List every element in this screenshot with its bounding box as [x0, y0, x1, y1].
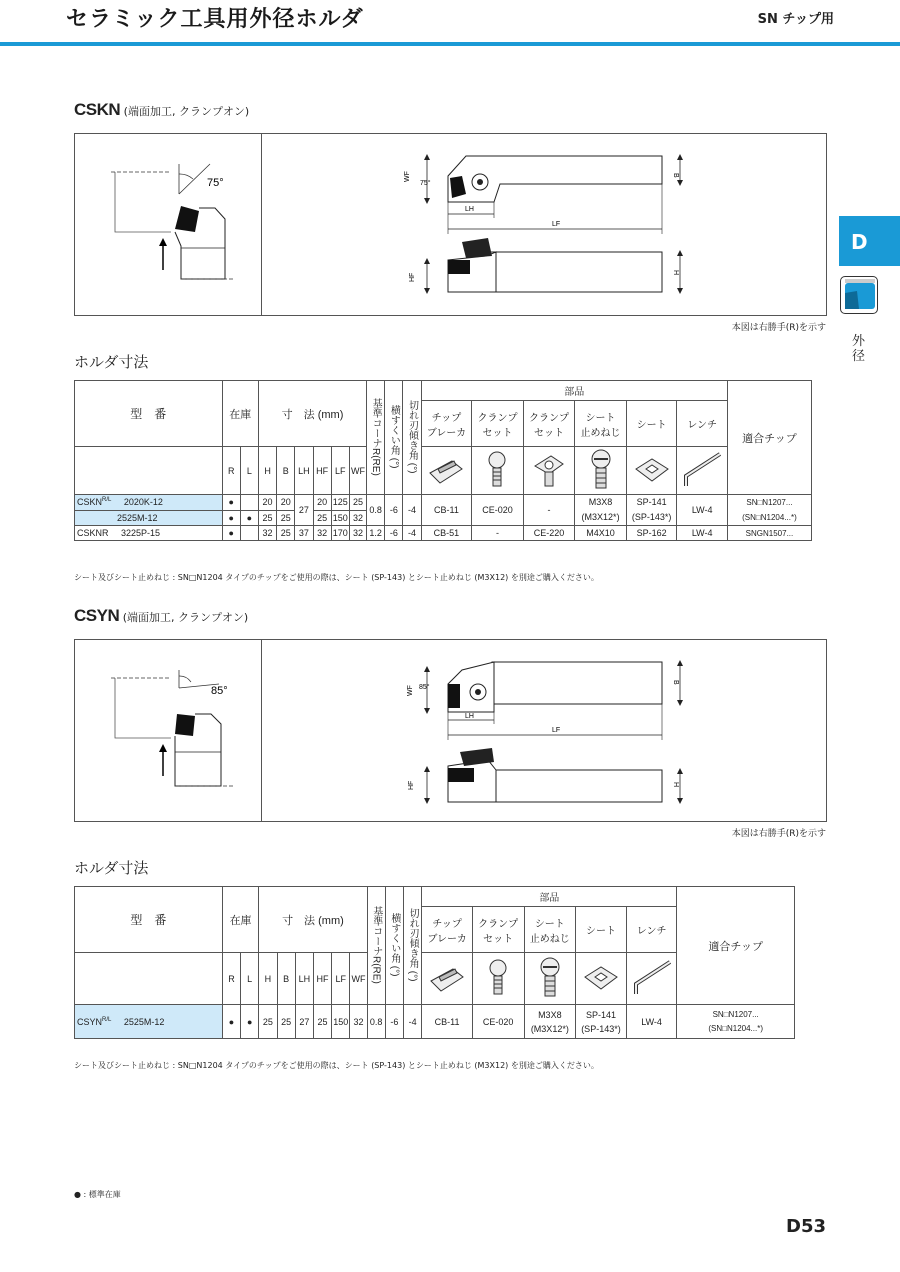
sub-wf: WF — [350, 953, 367, 1005]
cutting-direction-sketch — [75, 134, 261, 317]
svg-text:WF: WF — [407, 685, 414, 696]
seat-icon — [576, 953, 627, 1005]
svg-text:LH: LH — [465, 206, 474, 213]
sub-lf: LF — [332, 953, 350, 1005]
table-row-model: $CSYN^{R/L}$ 2525M-12 — [75, 1005, 223, 1039]
col-dims: 寸 法 (mm) — [259, 887, 367, 953]
section-code: CSYN — [74, 606, 120, 625]
svg-text:H: H — [672, 270, 679, 276]
svg-text:LH: LH — [465, 713, 474, 720]
clamp-set-icon — [472, 953, 524, 1005]
holder-dimension-drawing — [262, 640, 827, 823]
seat-screw-icon — [575, 447, 627, 495]
sub-h: H — [258, 447, 276, 495]
svg-text:HF: HF — [409, 272, 416, 282]
col-model: 型 番 — [75, 887, 223, 953]
parts-header: チップ ブレーカ — [421, 401, 472, 447]
col-rake: 横すくい角 (°) — [388, 404, 400, 469]
svg-text:H: H — [672, 782, 679, 788]
col-re: 基準コーナR(RE) — [370, 905, 382, 984]
svg-text:WF: WF — [404, 171, 411, 182]
page-subtitle: SN チップ用 — [757, 12, 834, 27]
col-chip: 適合チップ — [727, 381, 811, 495]
parts-header: シート — [626, 401, 677, 447]
section-desc: (端面加工, クランプオン) — [123, 105, 250, 118]
table-row-model: $CSKN^{R/L}$ 2020K-12 — [75, 495, 223, 511]
sub-r: R — [222, 953, 240, 1005]
svg-text:85°: 85° — [211, 685, 228, 697]
seat-screw-icon — [524, 953, 576, 1005]
parts-header: クランプ セット — [523, 401, 575, 447]
page-number: D53 — [786, 1216, 826, 1237]
col-stock: 在庫 — [222, 887, 258, 953]
sub-l: L — [240, 447, 258, 495]
footnote: シート及びシート止めねじ : SN□N1204 タイプのチップをご使用の際は、シート (SP-143) とシート止めねじ (M3X12) を別途ご購入ください。 — [74, 573, 599, 582]
parts-header: シート 止めねじ — [575, 401, 627, 447]
sub-wf: WF — [349, 447, 366, 495]
svg-text:LF: LF — [552, 221, 561, 228]
table-row-model: CSKNR 3225P-15 — [75, 526, 223, 541]
clamp-set-icon — [472, 447, 524, 495]
right-hand-note: 本図は右勝手(R)を示す — [731, 323, 826, 333]
page-header — [0, 0, 900, 46]
col-parts: 部品 — [421, 381, 727, 401]
col-incl: 切れ刃傾き角 (°) — [406, 399, 418, 474]
holder-dimensions-title: ホルダ寸法 — [74, 859, 149, 877]
svg-text:HF: HF — [408, 780, 415, 790]
svg-text:75°: 75° — [207, 177, 224, 189]
cutting-direction-sketch — [75, 640, 261, 823]
svg-text:85°: 85° — [419, 684, 430, 691]
col-model: 型 番 — [75, 381, 223, 447]
footnote: シート及びシート止めねじ : SN□N1204 タイプのチップをご使用の際は、シート (SP-143) とシート止めねじ (M3X12) を別途ご購入ください。 — [74, 1061, 599, 1070]
sub-b: B — [277, 953, 295, 1005]
section-heading-cskn — [74, 100, 249, 120]
col-chip: 適合チップ — [677, 887, 795, 1005]
parts-header: シート — [576, 907, 627, 953]
svg-text:B: B — [672, 173, 679, 178]
sub-b: B — [277, 447, 295, 495]
section-desc: (端面加工, クランプオン) — [122, 611, 249, 624]
section-heading-csyn — [74, 606, 248, 626]
svg-text:75°: 75° — [420, 180, 431, 187]
sub-h: H — [259, 953, 277, 1005]
parts-header: チップ ブレーカ — [422, 907, 473, 953]
holder-dimensions-title: ホルダ寸法 — [74, 353, 149, 371]
sub-lf: LF — [331, 447, 349, 495]
chip-breaker-icon — [422, 953, 473, 1005]
parts-header: レンチ — [677, 401, 728, 447]
cskn-spec-table: 型 番 在庫 寸 法 (mm) 基準コーナR(RE) 横すくい角 (°) 切れ刃傾き角 (°) 部品 適合チップ チップ ブレーカ クランプ セット クランプ セット シート 止めねじ シート レンチ R L H B LH HF LF WF $CSKN^{R/L}$ 2020K-12 ● 20 20 27 20 125 25 0.8 -6 -4 CB-11 CE-020 - M3X8 (M3X12*) SP-141 (SP-143*) LW-4 SN□N1207... (SN□N1204...*) 2525M-12 ● ● 25 25 25 150 32 CSKNR 3225P-15 ● 32 25 37 32 170 32 1.2 -6 -4 CB-51 - CE-220 M4X10 SP-162 LW-4 SNGN1507... — [74, 380, 812, 541]
sub-hf: HF — [313, 447, 331, 495]
right-hand-note: 本図は右勝手(R)を示す — [731, 829, 826, 839]
table-row-model: 2525M-12 — [75, 510, 223, 526]
sub-lh: LH — [295, 447, 313, 495]
section-tab[interactable]: D — [839, 216, 900, 266]
parts-header: クランプ セット — [472, 907, 524, 953]
clamp-set-icon — [523, 447, 575, 495]
seat-icon — [626, 447, 677, 495]
figure-box-csyn — [74, 639, 827, 822]
svg-text:B: B — [672, 680, 679, 685]
col-parts: 部品 — [422, 887, 677, 907]
sub-l: L — [241, 953, 259, 1005]
col-incl: 切れ刃傾き角 (°) — [407, 907, 419, 982]
parts-header: レンチ — [626, 907, 677, 953]
sub-hf: HF — [313, 953, 331, 1005]
holder-dimension-drawing — [262, 134, 827, 317]
col-stock: 在庫 — [222, 381, 258, 447]
csyn-spec-table: 型 番 在庫 寸 法 (mm) 基準コーナR(RE) 横すくい角 (°) 切れ刃傾き角 (°) 部品 適合チップ チップ ブレーカ クランプ セット シート 止めねじ シート レンチ R L H B LH HF LF WF $CSYN^{R/L}$ 2525M-12 ● ● 25 25 27 25 150 32 0.8 -6 -4 CB-11 CE-020 M3X8 (M3X12*) SP-141 (SP-143*) LW-4 SN□N1207... (SN□N1204...*) — [74, 886, 795, 1039]
col-rake: 横すくい角 (°) — [388, 912, 400, 977]
svg-text:LF: LF — [552, 727, 561, 734]
side-vertical-label: 外径 — [852, 334, 866, 364]
sub-lh: LH — [295, 953, 313, 1005]
section-code: CSKN — [74, 100, 121, 119]
wrench-icon — [626, 953, 677, 1005]
stock-legend: ● : 標準在庫 — [74, 1190, 121, 1199]
chip-breaker-icon — [421, 447, 472, 495]
figure-box-cskn — [74, 133, 827, 316]
wrench-icon — [677, 447, 728, 495]
sub-r: R — [222, 447, 240, 495]
external-turning-icon — [840, 276, 878, 314]
parts-header: シート 止めねじ — [524, 907, 576, 953]
page-title: セラミック工具用外径ホルダ — [66, 7, 364, 32]
col-re: 基準コーナR(RE) — [370, 397, 382, 476]
col-dims: 寸 法 (mm) — [258, 381, 366, 447]
parts-header: クランプ セット — [472, 401, 524, 447]
